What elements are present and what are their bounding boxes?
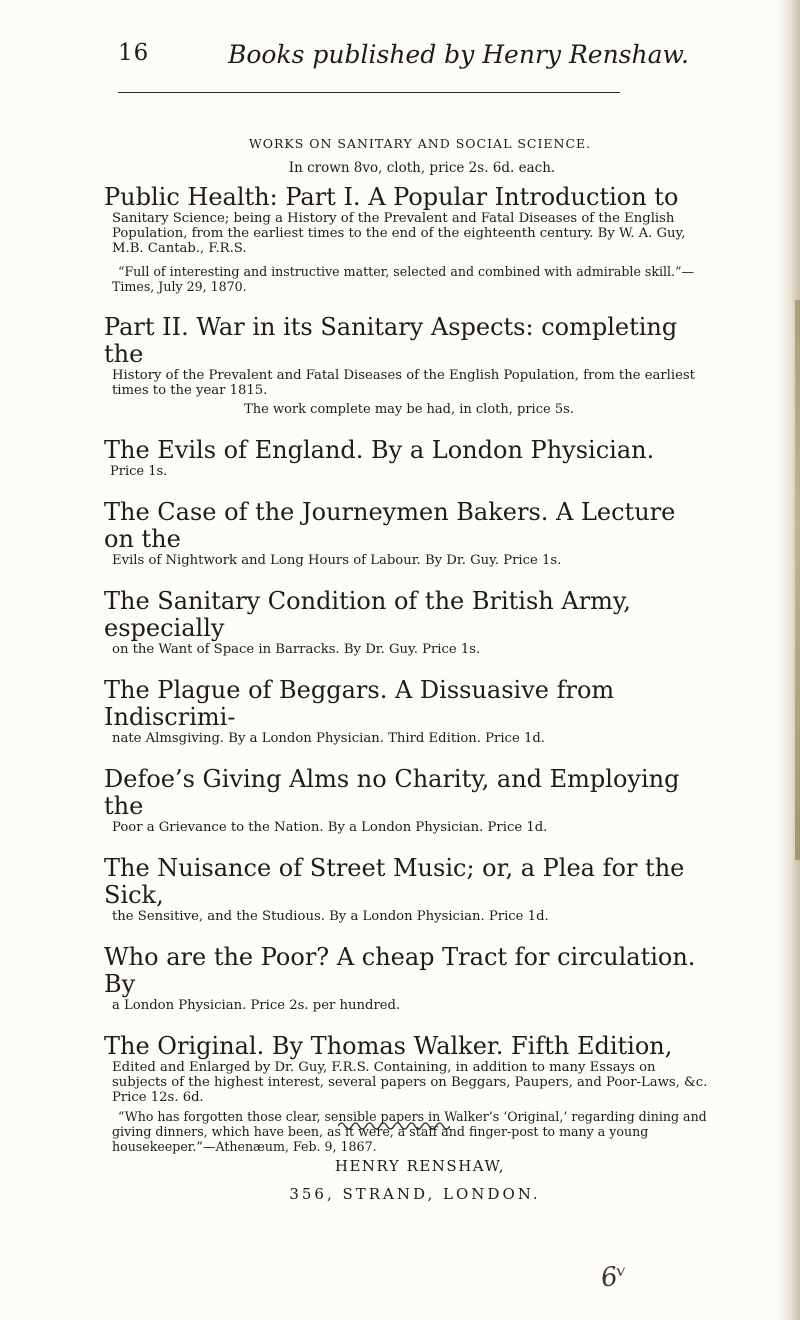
book-title: The Sanitary Condition of the British Army, especially (104, 587, 631, 642)
running-head-title: Books published by Henry Renshaw. (228, 40, 689, 69)
header-rule (118, 92, 620, 93)
book-title: The Case of the Journeymen Bakers. A Lecture on the (104, 498, 676, 553)
book-entry-journeymen-bakers (104, 499, 708, 568)
book-title: Who are the Poor? A cheap Tract for circulation. By (104, 943, 696, 998)
book-entry-evils-of-england (104, 437, 708, 479)
book-entry-public-health-part-2 (104, 314, 708, 417)
press-quote: “Who has forgotten those clear, sensible papers in Walker’s ‘Original,’ regarding dining and giving dinners, which have been, as it were, a staff and finger-post to many a young housekeeper.”—Athenæum, Feb. 9, 1867. (112, 1109, 707, 1154)
book-entry-defoe-giving-alms (104, 766, 708, 835)
book-description: History of the Prevalent and Fatal Diseases of the English Population, from the earliest times to the year 1815. (112, 368, 695, 398)
book-list (104, 184, 708, 1174)
book-entry-public-health-part-1 (104, 184, 708, 294)
book-description: the Sensitive, and the Studious. By a London Physician. Price 1d. (112, 909, 549, 924)
publisher-name: HENRY RENSHAW, (334, 1157, 506, 1175)
wavy-rule-ornament (338, 1120, 450, 1132)
book-title: The Plague of Beggars. A Dissuasive from Indiscrimi- (104, 676, 615, 731)
page-edge-binding (795, 300, 800, 860)
book-entry-street-music (104, 855, 708, 924)
book-extra-note: The work complete may be had, in cloth, price 5s. (244, 402, 574, 417)
format-note: In crown 8vo, cloth, price 2s. 6d. each. (288, 160, 556, 176)
book-title: The Nuisance of Street Music; or, a Plea for the Sick, (104, 854, 685, 909)
book-entry-the-original (104, 1033, 708, 1154)
book-entry-plague-of-beggars (104, 677, 708, 746)
section-heading: WORKS ON SANITARY AND SOCIAL SCIENCE. (248, 136, 592, 151)
book-description: Edited and Enlarged by Dr. Guy, F.R.S. Containing, in addition to many Essays on subjects of the highest interest, several papers on Beggars, Paupers, and Poor-Laws, &c. Price 12s. 6d. (112, 1060, 708, 1105)
press-quote: “Full of interesting and instructive matter, selected and combined with admirable skill.”—Times, July 29, 1870. (112, 264, 695, 294)
book-title: Defoe’s Giving Alms no Charity, and Employing the (104, 765, 680, 820)
book-description: Evils of Nightwork and Long Hours of Labour. By Dr. Guy. Price 1s. (112, 553, 562, 568)
book-title: Part II. War in its Sanitary Aspects: completing the (104, 313, 678, 368)
book-entry-british-army (104, 588, 708, 657)
book-price: Price 1s. (110, 464, 168, 479)
book-title: Public Health: Part I. A Popular Introduction to (104, 183, 679, 211)
book-description: nate Almsgiving. By a London Physician. Third Edition. Price 1d. (112, 731, 545, 746)
book-description: on the Want of Space in Barracks. By Dr. Guy. Price 1s. (112, 642, 481, 657)
running-head (118, 40, 689, 80)
book-description: Poor a Grievance to the Nation. By a London Physician. Price 1d. (112, 820, 548, 835)
book-title: The Evils of England. By a London Physician. (104, 436, 655, 464)
page-number: 16 (118, 40, 150, 66)
book-description: a London Physician. Price 2s. per hundred. (112, 998, 401, 1013)
book-description: Sanitary Science; being a History of the Prevalent and Fatal Diseases of the English Population, from the earliest times to the end of the eighteenth century. By W. A. Guy, M.B. Cantab., F.R.S. (112, 211, 686, 256)
book-entry-who-are-the-poor (104, 944, 708, 1013)
book-title: The Original. By Thomas Walker. Fifth Edition, (104, 1032, 673, 1060)
handwritten-shelf-mark: 6ᵛ (599, 1260, 630, 1294)
publisher-address: 356, STRAND, LONDON. (289, 1185, 541, 1203)
